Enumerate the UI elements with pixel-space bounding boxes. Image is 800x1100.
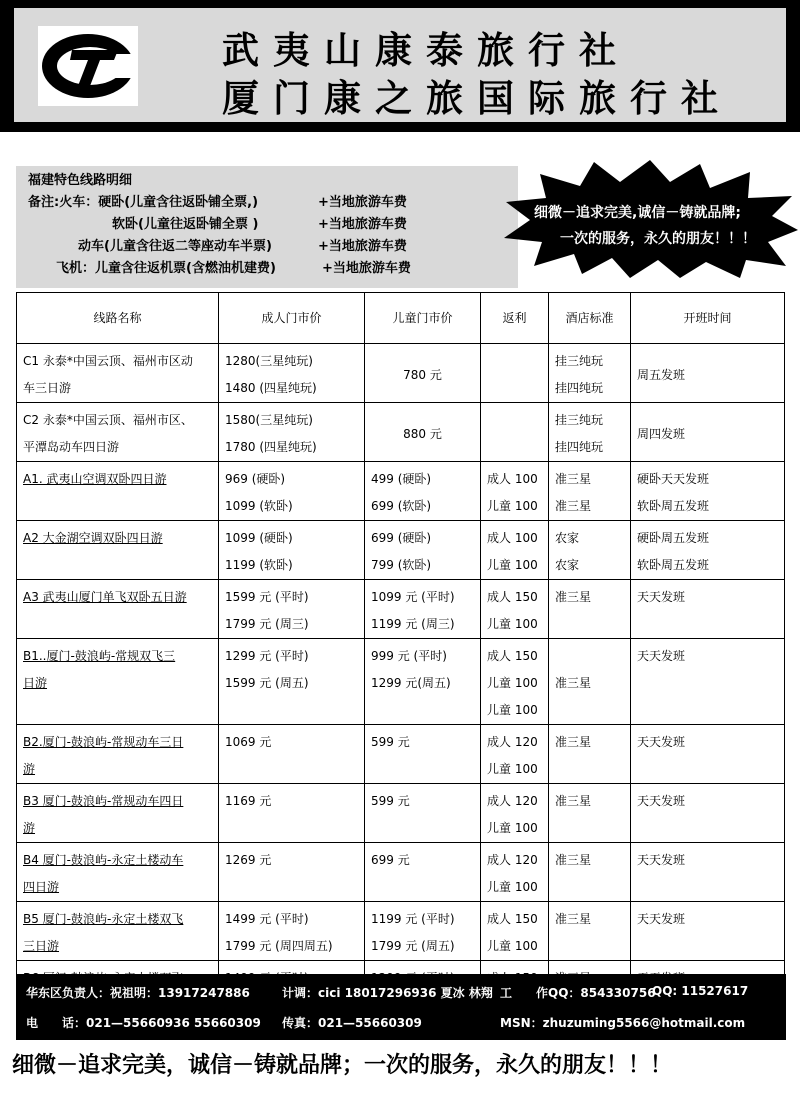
fax-contact: 传真：021—55660309 [282,1016,422,1030]
schedule-text: 天天发班 [637,912,686,926]
route-name-text: 车三日游 [23,381,72,395]
hotel-standard-cell [549,521,631,580]
rebate-cell [481,521,549,580]
adult-price-text: 1069 元 [225,735,272,749]
route-name-text: 日游 [23,676,48,690]
schedule-cell [631,843,785,902]
schedule-cell [631,521,785,580]
note-fee-4: +当地旅游车费 [322,261,411,276]
hotel-standard-text: 准三星 [555,472,592,486]
ct-logo-icon [38,26,138,106]
child-price-text: 1299 元(周五) [371,676,451,690]
adult-price-text: 1299 元 (平时) [225,649,309,663]
note-fee-1: +当地旅游车费 [318,195,407,210]
rebate-text: 儿童 100 [487,558,538,572]
route-name-text: 四日游 [23,880,60,894]
adult-price-cell [219,521,365,580]
work-qq: 工 作QQ：854330756 [500,986,656,1000]
manager-contact: 华东区负责人：祝祖明：13917247886 [26,986,250,1000]
hotel-standard-cell [549,784,631,843]
hotel-standard-text: 准三星 [555,590,592,604]
adult-price-cell [219,784,365,843]
note-line-4: 飞机：儿童含往返机票(含燃油机建费) [56,261,276,276]
qq-number: QQ: 11527617 [652,984,749,998]
adult-price-text: 969 (硬卧) [225,472,286,486]
msn-contact: MSN：zhuzuming5566@hotmail.com [500,1016,746,1030]
hotel-standard-text: 农家 [555,531,580,545]
hotel-standard-cell [549,902,631,961]
route-name-text: B5 厦门-鼓浪屿-永定土楼双飞 [23,912,184,926]
agency-title-1: 武夷山康泰旅行社 [222,29,630,72]
route-name-cell [17,725,219,784]
header-panel [14,8,786,122]
schedule-text: 天天发班 [637,590,686,604]
rebate-text: 儿童 100 [487,939,538,953]
adult-price-cell [219,843,365,902]
child-price-cell [365,639,481,725]
child-price-text: 699 (硬卧) [371,531,432,545]
schedule-cell [631,784,785,843]
route-name-text: A1. 武夷山空调双卧四日游 [23,472,167,486]
adult-price-cell [219,725,365,784]
route-name-text: B1..厦门-鼓浪屿-常规双飞三 [23,649,176,663]
adult-price-text: 1199 (软卧) [225,558,293,572]
rebate-cell [481,725,549,784]
rebate-text: 儿童 100 [487,499,538,513]
rebate-text: 儿童 100 [487,617,538,631]
route-name-cell [17,902,219,961]
hotel-standard-text: 准三星 [555,794,592,808]
child-price-text: 780 元 [403,367,442,382]
child-price-cell [365,784,481,843]
adult-price-text: 1099 (硬卧) [225,531,293,545]
rebate-text: 儿童 100 [487,880,538,894]
header-rebate: 返利 [481,293,549,344]
adult-price-cell [219,902,365,961]
route-notes [16,166,518,288]
table-row [17,462,785,521]
burst-line-1: 细微－追求完美,诚信－铸就品牌; [534,205,741,221]
rebate-text: 成人 120 [487,853,538,867]
route-name-text: A2 大金湖空调双卧四日游 [23,531,163,545]
schedule-cell [631,902,785,961]
child-price-cell [365,344,481,403]
child-price-text: 999 元 (平时) [371,649,447,663]
hotel-standard-cell [549,403,631,462]
header-banner [0,0,800,132]
hotel-standard-cell [549,725,631,784]
schedule-text: 天天发班 [637,735,686,749]
child-price-text: 599 元 [371,794,410,808]
route-name-cell [17,403,219,462]
rebate-cell [481,639,549,725]
child-price-text: 880 元 [403,426,442,441]
route-name-cell [17,639,219,725]
table-header-row [17,293,785,344]
note-line-1: 备注:火车：硬卧(儿童含往返卧铺全票,) [28,195,259,210]
header-route: 线路名称 [17,293,219,344]
schedule-cell [631,344,785,403]
hotel-standard-cell [549,843,631,902]
route-name-text: C2 永泰*中国云顶、福州市区、 [23,413,193,427]
adult-price-text: 1599 元 (平时) [225,590,309,604]
hotel-standard-text: 准三星 [555,912,592,926]
schedule-text: 软卧周五发班 [637,499,710,513]
hotel-standard-cell [549,580,631,639]
note-line-3: 动车(儿童含往返二等座动车半票) [78,239,272,254]
adult-price-text: 1799 元 (周四周五) [225,939,333,953]
schedule-text: 软卧周五发班 [637,558,710,572]
table-row [17,725,785,784]
route-name-text: B2.厦门-鼓浪屿-常规动车三日 [23,735,184,749]
hotel-standard-text: 准三星 [555,676,592,690]
table-row [17,784,785,843]
rebate-text: 儿童 100 [487,676,538,690]
adult-price-text: 1280(三星纯玩) [225,354,313,368]
table-row [17,403,785,462]
schedule-text: 硬卧周五发班 [637,531,710,545]
hotel-standard-text: 准三星 [555,735,592,749]
child-price-cell [365,902,481,961]
hotel-standard-text: 挂三纯玩 [555,354,604,368]
child-price-cell [365,521,481,580]
child-price-text: 599 元 [371,735,410,749]
rebate-text: 成人 120 [487,735,538,749]
note-fee-3: +当地旅游车费 [318,239,407,254]
route-name-cell [17,580,219,639]
route-name-cell [17,784,219,843]
route-name-text: B3 厦门-鼓浪屿-常规动车四日 [23,794,184,808]
route-price-table [16,292,785,1020]
schedule-cell [631,580,785,639]
rebate-text: 儿童 100 [487,703,538,717]
hotel-standard-text: 农家 [555,558,580,572]
table-row [17,902,785,961]
rebate-cell [481,784,549,843]
route-name-cell [17,521,219,580]
adult-price-cell [219,462,365,521]
rebate-text: 成人 150 [487,649,538,663]
hotel-standard-text: 准三星 [555,499,592,513]
header-child-price: 儿童门市价 [365,293,481,344]
hotel-standard-text: 挂三纯玩 [555,413,604,427]
notes-heading: 福建特色线路明细 [28,173,133,188]
hotel-standard-text: 挂四纯玩 [555,381,604,395]
route-name-cell [17,843,219,902]
child-price-text: 1199 元 (周三) [371,617,455,631]
adult-price-text: 1499 元 (平时) [225,912,309,926]
route-name-text: A3 武夷山厦门单飞双卧五日游 [23,590,187,604]
rebate-text: 成人 150 [487,912,538,926]
schedule-cell [631,725,785,784]
rebate-cell [481,462,549,521]
route-name-text: B4 厦门-鼓浪屿-永定土楼动车 [23,853,184,867]
header-adult-price: 成人门市价 [219,293,365,344]
schedule-text: 周四发班 [637,426,686,441]
hotel-standard-cell [549,462,631,521]
table-row [17,843,785,902]
child-price-cell [365,580,481,639]
adult-price-text: 1480 (四星纯玩) [225,381,317,395]
contact-footer [16,974,786,1040]
schedule-text: 天天发班 [637,794,686,808]
adult-price-text: 1780 (四星纯玩) [225,440,317,454]
rebate-cell [481,403,549,462]
route-name-text: 三日游 [23,939,60,953]
dispatch-contact: 计调：cici 18017296936 夏冰 林翔 [282,986,493,1000]
child-price-text: 699 (软卧) [371,499,432,513]
note-fee-2: +当地旅游车费 [318,217,407,232]
table-row [17,639,785,725]
table-row [17,344,785,403]
child-price-cell [365,843,481,902]
rebate-text: 儿童 100 [487,762,538,776]
route-name-text: 游 [23,821,36,835]
child-price-cell [365,403,481,462]
rebate-text: 成人 100 [487,531,538,545]
rebate-text: 成人 100 [487,472,538,486]
route-name-text: 游 [23,762,36,776]
schedule-cell [631,462,785,521]
schedule-cell [631,403,785,462]
adult-price-text: 1799 元 (周三) [225,617,309,631]
child-price-text: 499 (硬卧) [371,472,432,486]
rebate-cell [481,843,549,902]
child-price-text: 699 元 [371,853,410,867]
rebate-text: 成人 150 [487,590,538,604]
route-name-text: 平潭岛动车四日游 [23,440,120,454]
schedule-text: 天天发班 [637,649,686,663]
hotel-standard-text: 挂四纯玩 [555,440,604,454]
adult-price-cell [219,344,365,403]
adult-price-cell [219,580,365,639]
schedule-text: 天天发班 [637,853,686,867]
adult-price-text: 1269 元 [225,853,272,867]
child-price-text: 1199 元 (平时) [371,912,455,926]
rebate-text: 成人 120 [487,794,538,808]
adult-price-cell [219,403,365,462]
adult-price-text: 1580(三星纯玩) [225,413,313,427]
child-price-text: 799 (软卧) [371,558,432,572]
hotel-standard-cell [549,639,631,725]
header-hotel: 酒店标准 [549,293,631,344]
route-name-cell [17,344,219,403]
rebate-text: 儿童 100 [487,821,538,835]
header-schedule: 开班时间 [631,293,785,344]
child-price-text: 1099 元 (平时) [371,590,455,604]
table-row [17,580,785,639]
adult-price-text: 1099 (软卧) [225,499,293,513]
schedule-text: 周五发班 [637,367,686,382]
hotel-standard-text: 准三星 [555,853,592,867]
rebate-cell [481,344,549,403]
note-line-2: 软卧(儿童往返卧铺全票 ) [112,217,259,232]
bottom-slogan: 细微－追求完美，诚信－铸就品牌；一次的服务，永久的朋友！！！ [12,1053,673,1078]
route-name-text: C1 永泰*中国云顶、福州市区动 [23,354,193,368]
rebate-cell [481,580,549,639]
schedule-text: 硬卧天天发班 [637,472,710,486]
burst-line-2: 一次的服务，永久的朋友！！！ [560,231,756,247]
adult-price-text: 1599 元 (周五) [225,676,309,690]
child-price-cell [365,725,481,784]
child-price-cell [365,462,481,521]
slogan-starburst [500,158,800,280]
rebate-cell [481,902,549,961]
phone-contact: 电 话：021—55660936 55660309 [26,1016,261,1030]
route-name-cell [17,462,219,521]
child-price-text: 1799 元 (周五) [371,939,455,953]
agency-title-2: 厦门康之旅国际旅行社 [222,77,732,120]
schedule-cell [631,639,785,725]
hotel-standard-cell [549,344,631,403]
adult-price-cell [219,639,365,725]
table-row [17,521,785,580]
adult-price-text: 1169 元 [225,794,272,808]
